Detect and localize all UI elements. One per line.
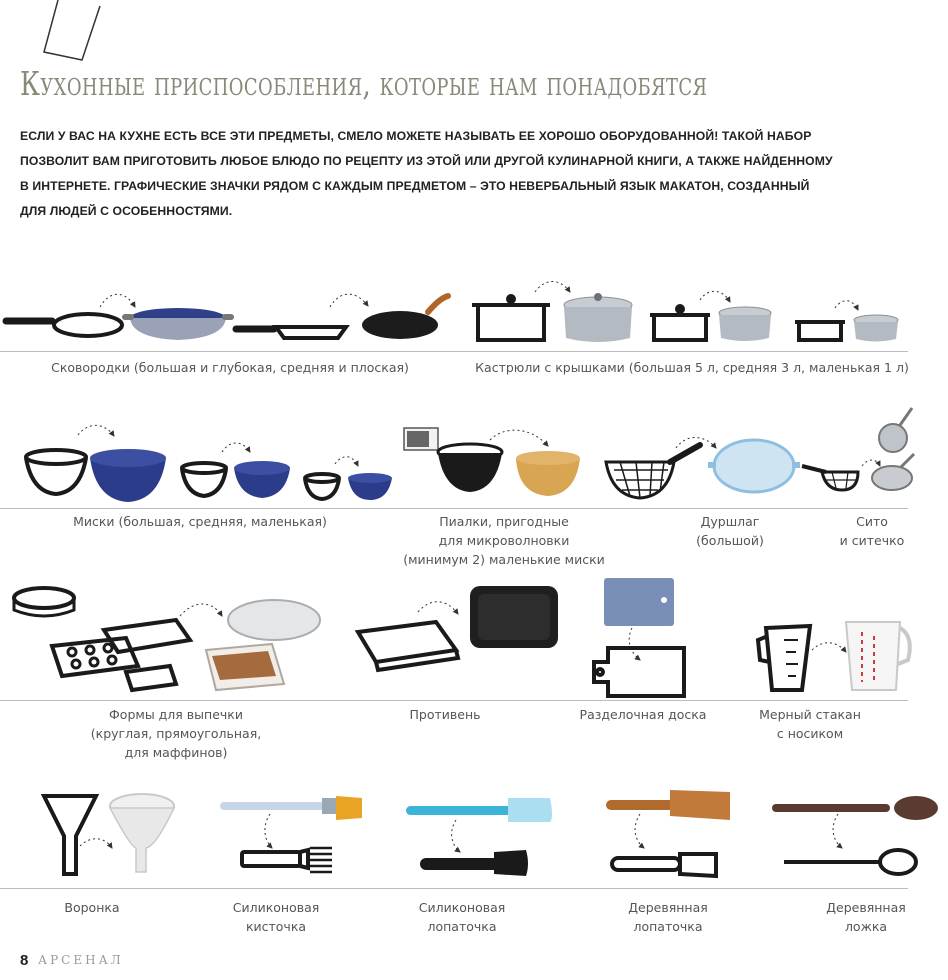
bowl-medium-photo-icon [234, 461, 290, 498]
caption-pots: Кастрюли с крышками (большая 5 л, средняя 3 л, маленькая 1 л) [475, 360, 909, 375]
caption-jug: Мерный стакан с носиком [759, 707, 861, 741]
pot-medium-photo-icon [719, 307, 771, 341]
divider-row-3 [0, 700, 908, 701]
pot-small-photo-icon [854, 315, 898, 342]
divider-row-2 [0, 508, 908, 509]
baking-forms-icon [14, 588, 190, 690]
caption-spatula-wood: Деревянная лопаточка [628, 900, 708, 934]
silicone-spatula-photo-icon [406, 798, 552, 822]
wooden-spoon-icon [784, 850, 916, 874]
wooden-spoon-photo-icon [772, 796, 938, 820]
microwave-icon [404, 428, 438, 450]
colander-icon [606, 445, 700, 498]
silicone-brush-photo-icon [220, 796, 362, 820]
wooden-spatula-photo-icon [606, 790, 730, 820]
paper-corner-decoration [44, 0, 100, 60]
silicone-brush-icon [242, 848, 332, 872]
bowl-small-icon [305, 474, 339, 499]
caption-spoon-wood: Деревянная ложка [826, 900, 906, 934]
wooden-spatula-icon [612, 854, 716, 876]
glass-forms-photo-icon [206, 600, 320, 690]
funnel-photo-icon [110, 794, 174, 872]
pot-large-photo-icon [564, 293, 632, 342]
measuring-jug-icon [758, 626, 810, 690]
bowl-medium-icon [182, 463, 226, 496]
funnel-icon [44, 796, 96, 874]
caption-tray: Противень [409, 707, 481, 722]
caption-pans: Сковородки (большая и глубокая, средняя и плоская) [51, 360, 409, 375]
colander-photo-icon [708, 440, 800, 492]
caption-sieve: Сито и ситечко [839, 514, 905, 548]
divider-row-4 [0, 888, 908, 889]
intro-line: ЕСЛИ У ВАС НА КУХНЕ ЕСТЬ ВСЕ ЭТИ ПРЕДМЕТЫ, СМЕЛО МОЖЕТЕ НАЗЫВАТЬ ЕЕ ХОРОШО ОБОРУДОВАННОЙ! ТАКОЙ НАБОР [20, 129, 812, 143]
publisher-brand: АРСЕНАЛ [38, 953, 124, 967]
caption-baking-forms: Формы для выпечки (круглая, прямоугольная, для маффинов) [90, 707, 262, 760]
deep-pan-photo-icon [122, 308, 234, 340]
caption-funnel: Воронка [64, 900, 120, 915]
silicone-spatula-icon [420, 850, 528, 876]
page-number: 8 [20, 952, 29, 969]
pot-large-icon [472, 296, 550, 340]
caption-bowls: Миски (большая, средняя, маленькая) [73, 514, 327, 529]
intro-paragraph [20, 124, 900, 224]
caption-brush: Силиконовая кисточка [232, 900, 320, 934]
intro-line: ПОЗВОЛИТ ВАМ ПРИГОТОВИТЬ ЛЮБОЕ БЛЮДО ПО РЕЦЕПТУ ИЗ ЭТОЙ ИЛИ ДРУГОЙ КУЛИНАРНОЙ КНИГИ, А ТАКЖЕ НАЙДЕННОМУ [20, 154, 833, 168]
bowl-large-photo-icon [90, 449, 166, 502]
pot-small-icon [795, 322, 845, 340]
microwave-bowl-icon [438, 444, 502, 492]
bowl-large-icon [26, 450, 86, 494]
sieve-photo-icon [872, 408, 914, 490]
measuring-jug-photo-icon [846, 622, 910, 690]
baking-tray-icon [358, 622, 458, 670]
cutting-board-photo-icon [604, 578, 674, 626]
intro-line: ДЛЯ ЛЮДЕЙ С ОСОБЕННОСТЯМИ. [20, 204, 233, 218]
caption-microwave-bowls: Пиалки, пригодные для микроволновки (минимум 2) маленькие миски [403, 514, 605, 567]
baking-tray-photo-icon [470, 586, 558, 648]
flat-pan-photo-icon [362, 296, 448, 339]
sieve-icon [802, 466, 858, 490]
frying-pan-flat-icon [236, 327, 346, 338]
cutting-board-icon [594, 648, 684, 696]
intro-line: В ИНТЕРНЕТЕ. ГРАФИЧЕСКИЕ ЗНАЧКИ РЯДОМ С КАЖДЫМ ПРЕДМЕТОМ – ЭТО НЕВЕРБАЛЬНЫЙ ЯЗЫК МАКАТОН, СОЗДАННЫЙ [20, 179, 810, 193]
bowl-small-photo-icon [348, 473, 392, 500]
page-title: Кухонные приспособления, которые нам понадобятся [20, 64, 708, 103]
caption-spatula-silicone: Силиконовая лопаточка [418, 900, 506, 934]
caption-colander: Дуршлаг (большой) [696, 514, 764, 548]
caption-board: Разделочная доска [579, 707, 707, 722]
pot-medium-icon [650, 306, 710, 340]
divider-row-1 [0, 351, 908, 352]
frying-pan-large-icon [6, 314, 122, 336]
ceramic-bowl-photo-icon [516, 451, 580, 496]
